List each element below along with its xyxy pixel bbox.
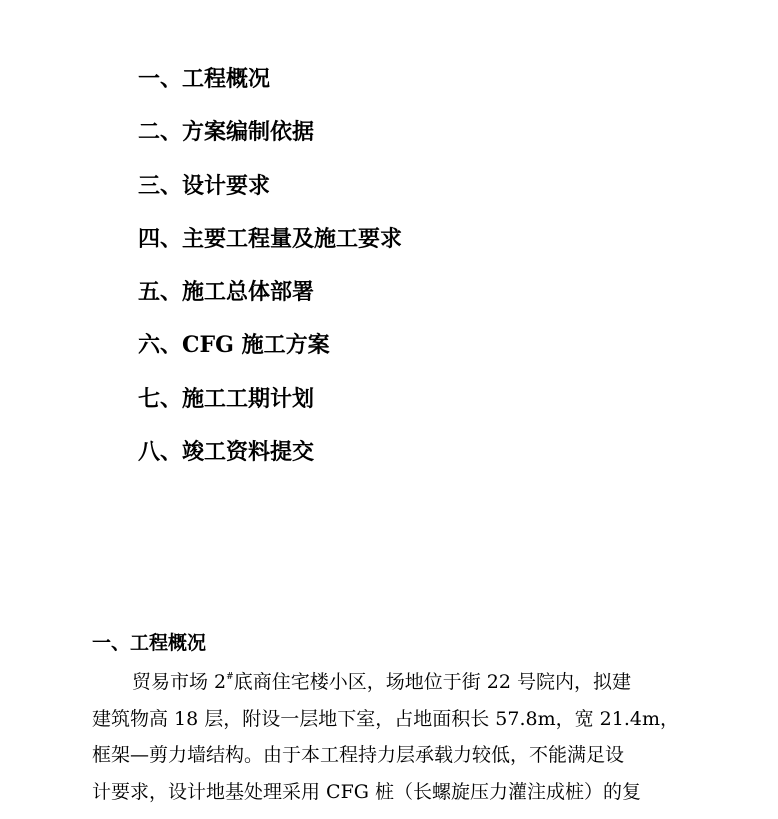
number-sign-superscript: # xyxy=(226,672,234,682)
toc-item-3: 三、设计要求 xyxy=(138,172,271,199)
toc-item-4: 四、主要工程量及施工要求 xyxy=(138,225,403,252)
project-overview-paragraph xyxy=(92,664,692,810)
toc-item-5: 五、施工总体部署 xyxy=(138,279,315,306)
paragraph-line-4: 计要求，设计地基处理采用 CFG 桩（长螺旋压力灌注成桩）的复 xyxy=(92,780,641,803)
paragraph-line-3: 框架—剪力墙结构。由于本工程持力层承载力较低，不能满足设 xyxy=(92,744,625,766)
toc-item-1: 一、工程概况 xyxy=(138,66,271,92)
toc-item-8: 八、竣工资料提交 xyxy=(138,439,315,466)
paragraph-line-1 xyxy=(92,664,692,701)
line1-text-end: 底商住宅楼小区，场地位于街 22 号院内，拟建 xyxy=(233,671,631,693)
paragraph-line-2: 建筑物高 18 层，附设一层地下室，占地面积长 57.8m，宽 21.4m， xyxy=(92,707,679,730)
table-of-contents xyxy=(138,60,402,486)
toc-item-7: 七、施工工期计划 xyxy=(138,385,315,412)
toc-item-6: 六、CFG 施工方案 xyxy=(138,332,330,359)
line1-text-start: 贸易市场 2 xyxy=(132,671,227,693)
toc-item-2: 二、方案编制依据 xyxy=(138,119,315,146)
section-heading-project-overview: 一、工程概况 xyxy=(92,632,207,654)
